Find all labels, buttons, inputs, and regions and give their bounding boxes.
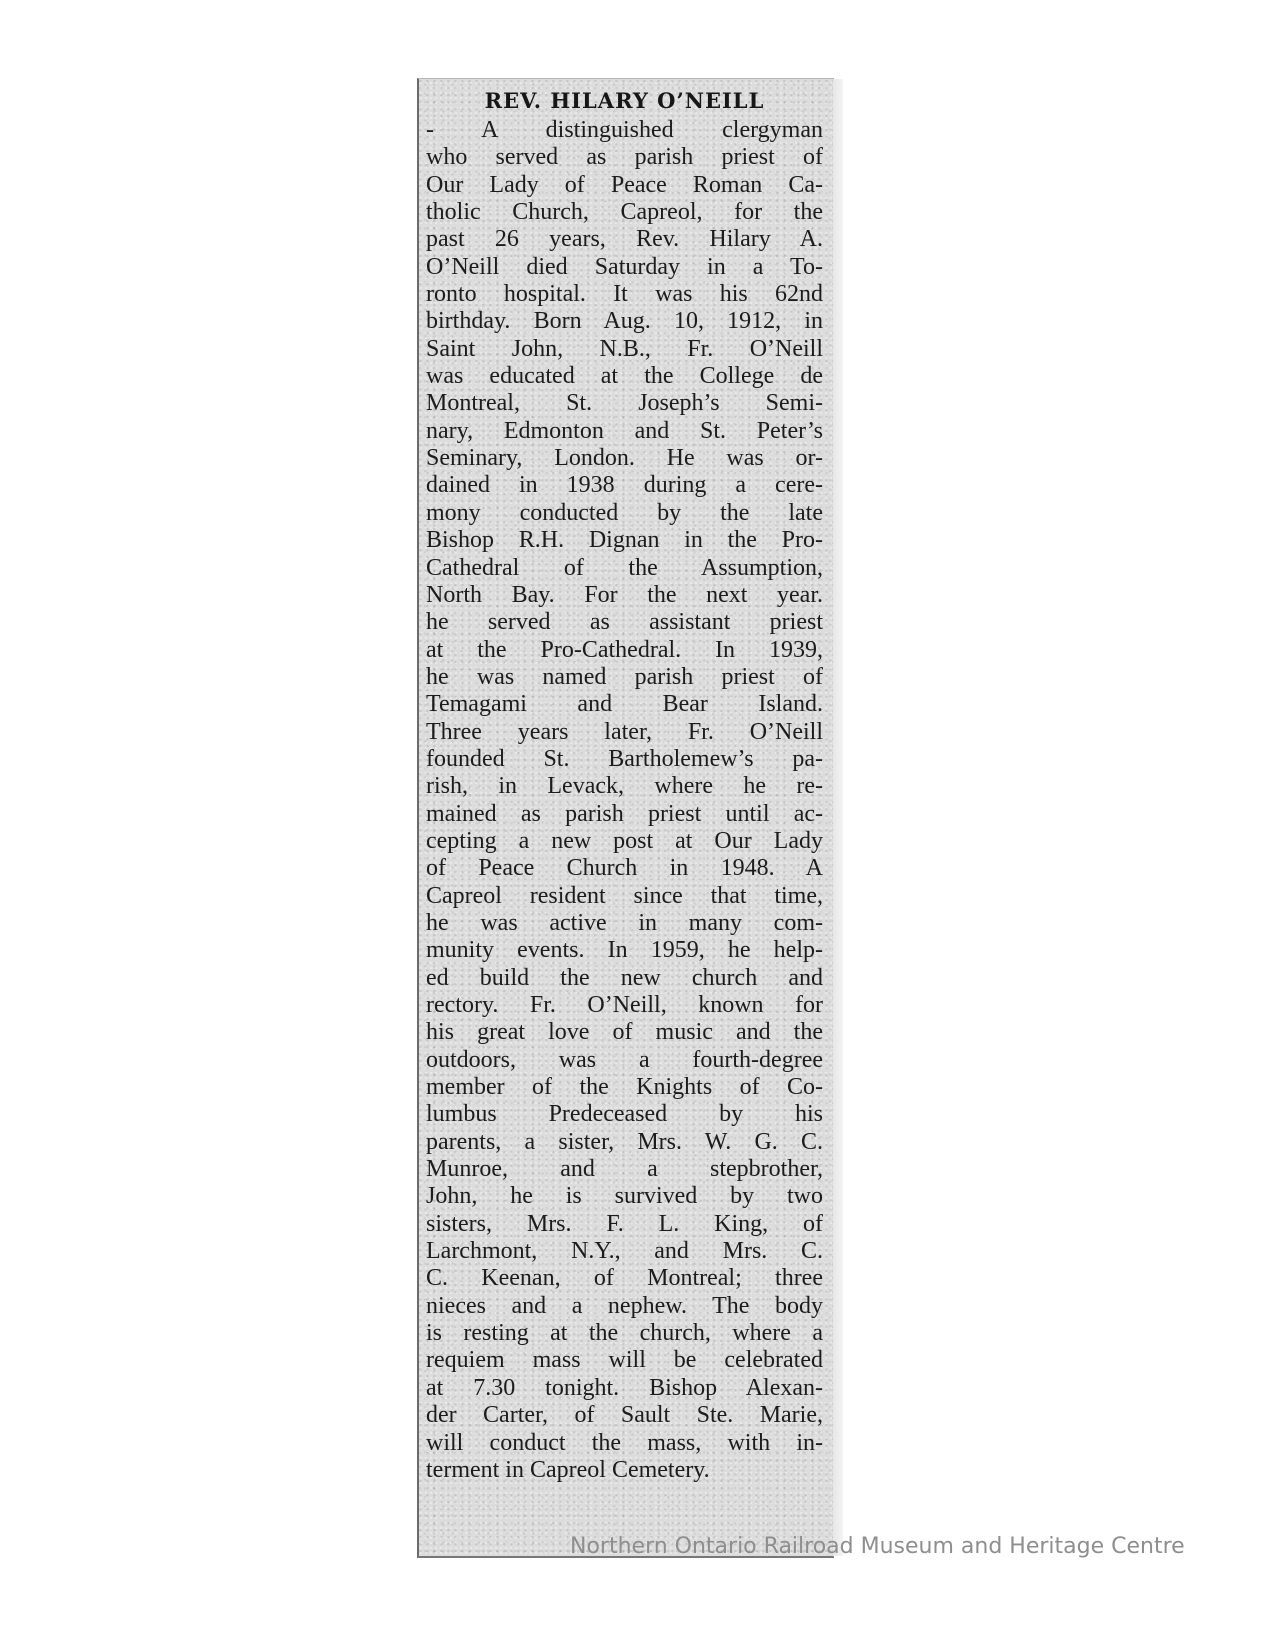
- obituary-line: Seminary, London. He was or-: [426, 445, 823, 472]
- obituary-line: John, he is survived by two: [426, 1183, 823, 1210]
- obituary-line: birthday. Born Aug. 10, 1912, in: [426, 308, 823, 335]
- obituary-headline: REV. HILARY O’NEILL: [484, 88, 765, 113]
- obituary-line: nieces and a nephew. The body: [426, 1292, 823, 1319]
- obituary-line: member of the Knights of Co-: [426, 1074, 823, 1101]
- obituary-line: he was named parish priest of: [426, 663, 823, 690]
- obituary-line: Three years later, Fr. O’Neill: [426, 718, 823, 745]
- clipping-text-column: [426, 87, 823, 1550]
- obituary-line: Our Lady of Peace Roman Ca-: [426, 171, 823, 198]
- obituary-line: mony conducted by the late: [426, 499, 823, 526]
- obituary-line: founded St. Bartholemew’s pa-: [426, 745, 823, 772]
- obituary-line: munity events. In 1959, he help-: [426, 937, 823, 964]
- obituary-line: cepting a new post at Our Lady: [426, 827, 823, 854]
- museum-watermark: Northern Ontario Railroad Museum and Heritage Centre: [570, 1534, 1185, 1559]
- obituary-line: - A distinguished clergyman: [426, 117, 823, 143]
- obituary-line: O’Neill died Saturday in a To-: [426, 253, 823, 280]
- obituary-line: outdoors, was a fourth-degree: [426, 1046, 823, 1073]
- obituary-line: rish, in Levack, where he re-: [426, 773, 823, 800]
- obituary-line: was educated at the College de: [426, 363, 823, 390]
- obituary-line: Capreol resident since that time,: [426, 882, 823, 909]
- obituary-line: parents, a sister, Mrs. W. G. C.: [426, 1128, 823, 1155]
- obituary-line: tholic Church, Capreol, for the: [426, 199, 823, 226]
- obituary-line: der Carter, of Sault Ste. Marie,: [426, 1402, 823, 1429]
- obituary-line: Montreal, St. Joseph’s Semi-: [426, 390, 823, 417]
- obituary-line: North Bay. For the next year.: [426, 581, 823, 608]
- obituary-line: his great love of music and the: [426, 1019, 823, 1046]
- obituary-line: requiem mass will be celebrated: [426, 1347, 823, 1374]
- obituary-line: mained as parish priest until ac-: [426, 800, 823, 827]
- obituary-line: he was active in many com-: [426, 909, 823, 936]
- obituary-line: Munroe, and a stepbrother,: [426, 1156, 823, 1183]
- obituary-line: C. Keenan, of Montreal; three: [426, 1265, 823, 1292]
- obituary-line: Cathedral of the Assumption,: [426, 554, 823, 581]
- obituary-line: past 26 years, Rev. Hilary A.: [426, 226, 823, 253]
- clipping-paper-edge: [833, 79, 843, 1556]
- obituary-line: ed build the new church and: [426, 964, 823, 991]
- obituary-line: sisters, Mrs. F. L. King, of: [426, 1210, 823, 1237]
- obituary-line: ronto hospital. It was his 62nd: [426, 281, 823, 308]
- obituary-body: [426, 117, 823, 1484]
- obituary-line: at the Pro-Cathedral. In 1939,: [426, 636, 823, 663]
- obituary-line: Temagami and Bear Island.: [426, 691, 823, 718]
- obituary-line: of Peace Church in 1948. A: [426, 855, 823, 882]
- obituary-line: lumbus Predeceased by his: [426, 1101, 823, 1128]
- obituary-line: dained in 1938 during a cere-: [426, 472, 823, 499]
- obituary-line: he served as assistant priest: [426, 609, 823, 636]
- obituary-line: Larchmont, N.Y., and Mrs. C.: [426, 1238, 823, 1265]
- obituary-line: who served as parish priest of: [426, 144, 823, 171]
- obituary-line: is resting at the church, where a: [426, 1320, 823, 1347]
- obituary-line: Saint John, N.B., Fr. O’Neill: [426, 335, 823, 362]
- obituary-line: Bishop R.H. Dignan in the Pro-: [426, 527, 823, 554]
- newspaper-clipping: [417, 78, 834, 1558]
- obituary-line: will conduct the mass, with in-: [426, 1429, 823, 1456]
- obituary-line: at 7.30 tonight. Bishop Alexan-: [426, 1374, 823, 1401]
- obituary-line: nary, Edmonton and St. Peter’s: [426, 417, 823, 444]
- obituary-line: terment in Capreol Cemetery.: [426, 1456, 710, 1483]
- obituary-line: rectory. Fr. O’Neill, known for: [426, 992, 823, 1018]
